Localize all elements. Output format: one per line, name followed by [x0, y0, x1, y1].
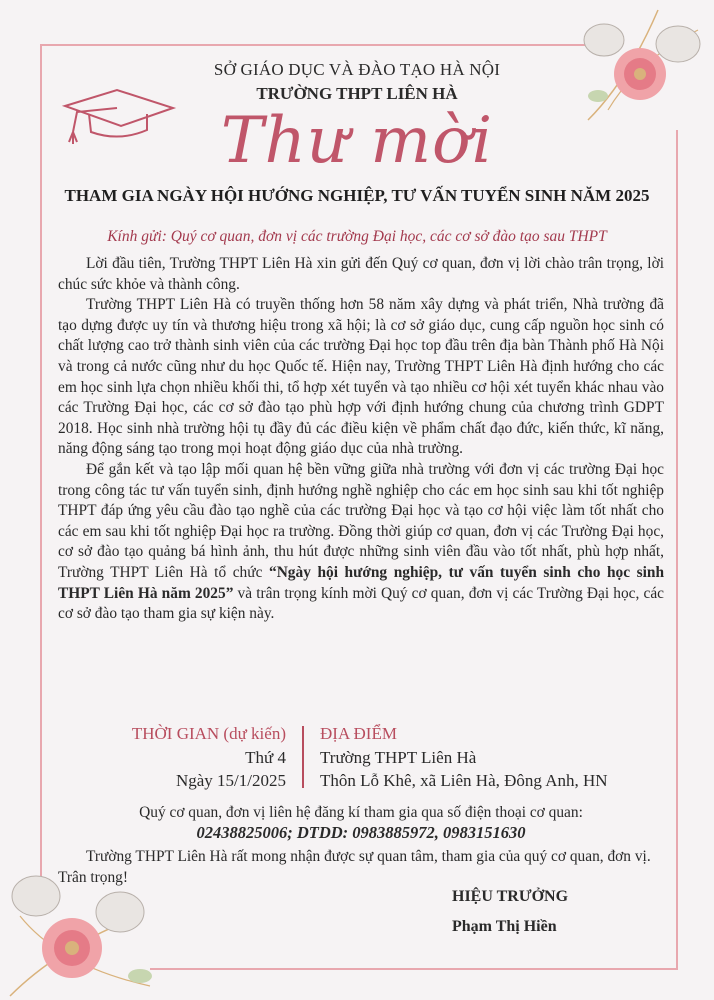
event-date: Ngày 15/1/2025 [175, 771, 286, 790]
paragraph-event-lead: Để gắn kết và tạo lập mối quan hệ bền vững giữa nhà trường với đơn vị các trường Đại học trong công tác tư vấn tuyển sinh, định hướng nghề nghiệp cho các em học sinh sau khi tốt nghiệp THPT đáp ứng yêu cầu đào tạo nghề của các trường Đại học và tạo cơ hội việc làm tốt nhất cho các em sau khi tốt nghiệp Đại học ra trường. Đồng thời giúp cơ quan, đơn vị các Trường Đại học, cơ sở đào tạo quảng bá hình ảnh, thu hút được những sinh viên đầu vào tốt nhất, phù hợp nhất, Trường THPT Liên Hà tổ chức [58, 460, 664, 581]
invitation-title: Thư mời [220, 104, 494, 178]
invitation-subtitle: THAM GIA NGÀY HỘI HƯỚNG NGHIỆP, TƯ VẤN TUYỂN SINH NĂM 2025 [64, 186, 650, 205]
info-divider [302, 726, 304, 788]
signature-name: Phạm Thị Hiền [452, 918, 557, 935]
place-block [320, 722, 680, 793]
event-venue: Trường THPT Liên Hà [320, 747, 477, 767]
contact-phones: 02438825006; DTDD: 0983885972, 0983151630 [196, 823, 526, 842]
place-heading: ĐỊA ĐIỂM [320, 724, 397, 743]
event-name: “Ngày hội hướng nghiệp, tư vấn tuyển sinh cho học sinh THPT Liên Hà năm 2025” [58, 563, 665, 602]
paragraph-event [58, 460, 664, 625]
department-name: SỞ GIÁO DỤC VÀ ĐÀO TẠO HÀ NỘI [213, 60, 501, 79]
closing-block [58, 846, 664, 888]
signature-title: HIỆU TRƯỞNG [452, 888, 569, 905]
time-block [60, 722, 286, 793]
school-name: TRƯỜNG THPT LIÊN HÀ [256, 84, 458, 103]
frame-top-line [40, 44, 585, 46]
paragraph-event-tail: và trân trọng kính mời Quý cơ quan, đơn vị các Trường Đại học, các cơ sở đào tạo tham gia sự kiện này. [58, 584, 665, 623]
closing-text: Trường THPT Liên Hà rất mong nhận được sự quan tâm, tham gia của quý cơ quan, đơn vị. Trân trọng! [58, 848, 651, 886]
frame-bottom-line [150, 968, 678, 970]
paragraph-intro: Lời đầu tiên, Trường THPT Liên Hà xin gửi đến Quý cơ quan, đơn vị lời chào trân trọng, lời chúc sức khỏe và thành công. [58, 255, 664, 293]
event-day: Thứ 4 [245, 747, 286, 767]
paragraph-history: Trường THPT Liên Hà có truyền thống hơn 58 năm xây dựng và phát triển, Nhà trường đã tạo dựng được uy tín và thương hiệu trong xã hội; là cơ sở giáo dục, cung cấp nguồn học sinh có chất lượng cao trở thành sinh viên của các trường Đại học top đầu trên địa bàn Thành phố Hà Nội và trong cả nước cũng như du học Quốc tế. Hiện nay, Trường THPT Liên Hà định hướng cho các em học sinh lựa chọn nhiều khối thi, tổ hợp xét tuyển và tạo nhiều cơ hội xét tuyển khác nhau vào các Trường Đại học, các cơ sở đào tạo phù hợp với định hướng chung của chương trình GDPT 2018. Học sinh nhà trường hội tụ đầy đủ các điều kiện về phẩm chất đạo đức, kiến thức, kĩ năng, năng động sáng tạo trong mọi hoạt động giáo dục của nhà trường. [58, 296, 664, 458]
frame-right-line [676, 130, 678, 970]
contact-text: Quý cơ quan, đơn vị liên hệ đăng kí tham gia qua số điện thoại cơ quan: [139, 804, 583, 821]
letter-body [58, 254, 664, 625]
event-address: Thôn Lỗ Khê, xã Liên Hà, Đông Anh, HN [320, 771, 608, 790]
time-heading: THỜI GIAN (dự kiến) [131, 724, 286, 743]
greeting-line: Kính gửi: Quý cơ quan, đơn vị các trường Đại học, các cơ sở đào tạo sau THPT [107, 228, 607, 245]
